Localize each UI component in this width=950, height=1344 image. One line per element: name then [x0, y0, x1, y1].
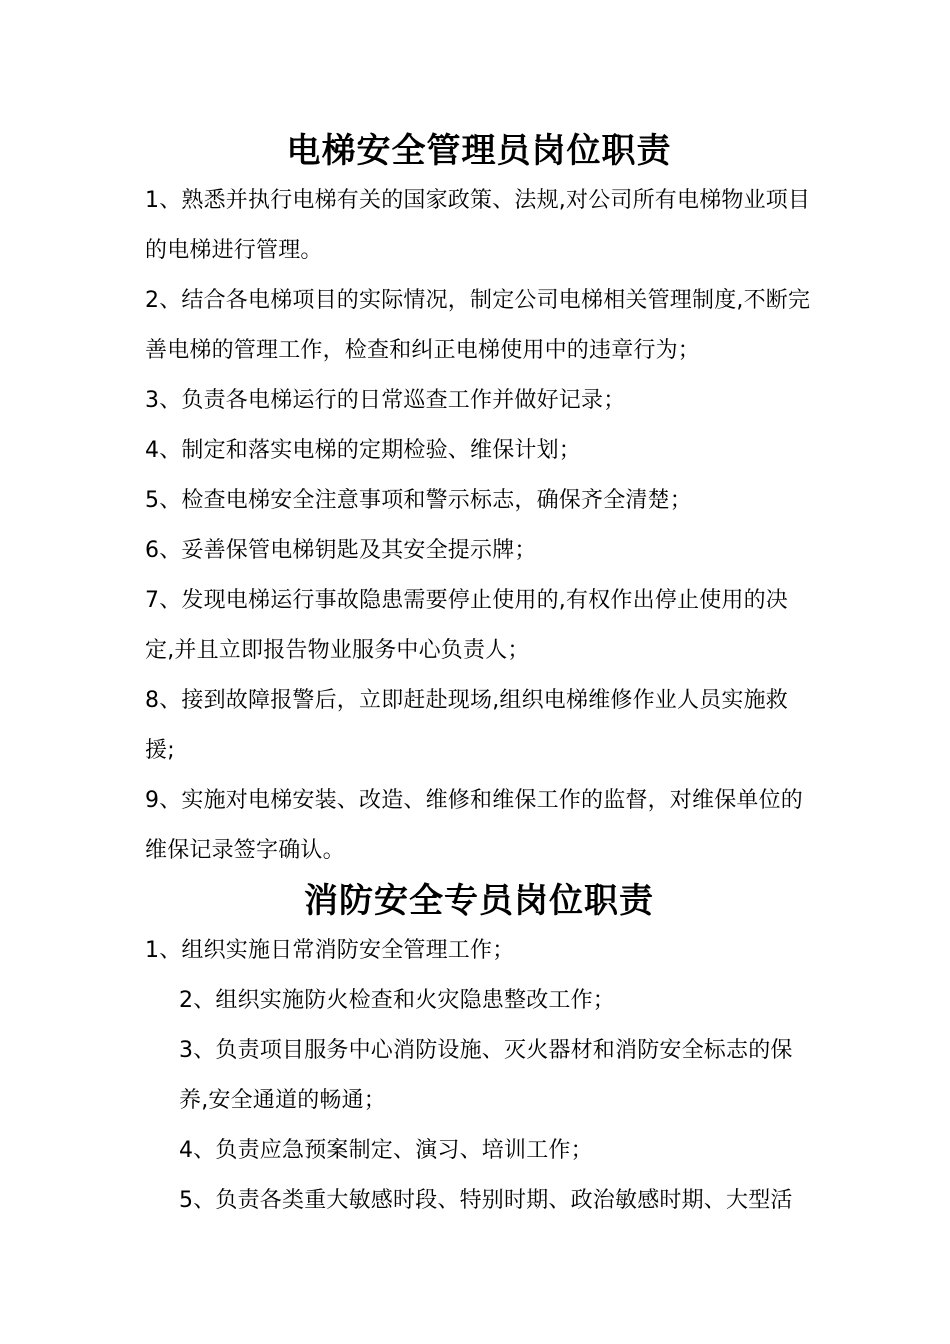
elevator-duty-item: 5、检查电梯安全注意事项和警示标志，确保齐全清楚；: [145, 488, 692, 513]
elevator-duty-item: 7、发现电梯运行事故隐患需要停止使用的,有权作出停止使用的决定,并且立即报告物业服务中心负责人；: [145, 588, 788, 663]
document-content: [145, 126, 813, 1226]
elevator-duty-item: 8、接到故障报警后，立即赶赴现场,组织电梯维修作业人员实施救援;: [145, 688, 788, 763]
elevator-duty-item: 1、熟悉并执行电梯有关的国家政策、法规,对公司所有电梯物业项目的电梯进行管理。: [145, 188, 811, 263]
section-title-fire-safety: 消防安全专员岗位职责: [304, 881, 654, 921]
fire-safety-duty-item: 5、负责各类重大敏感时段、特别时期、政治敏感时期、大型活: [179, 1188, 793, 1213]
elevator-duty-item: 3、负责各电梯运行的日常巡查工作并做好记录；: [145, 388, 626, 413]
fire-safety-duty-item: 3、负责项目服务中心消防设施、灭火器材和消防安全标志的保养,安全通道的畅通；: [179, 1038, 793, 1113]
fire-safety-duty-item: 4、负责应急预案制定、演习、培训工作；: [179, 1138, 593, 1163]
section-title-elevator: 电梯安全管理员岗位职责: [286, 131, 672, 171]
fire-safety-duties-list: [145, 926, 813, 1226]
elevator-duty-item: 9、实施对电梯安装、改造、维修和维保工作的监督，对维保单位的维保记录签字确认。: [145, 788, 803, 863]
elevator-duty-item: 4、制定和落实电梯的定期检验、维保计划；: [145, 438, 581, 463]
fire-safety-duty-item: 1、组织实施日常消防安全管理工作；: [145, 938, 515, 963]
fire-safety-duty-item: 2、组织实施防火检查和火灾隐患整改工作；: [179, 988, 615, 1013]
elevator-duties-list: [145, 176, 813, 876]
elevator-duty-item: 2、结合各电梯项目的实际情况，制定公司电梯相关管理制度,不断完善电梯的管理工作，检查和纠正电梯使用中的违章行为；: [145, 288, 811, 363]
elevator-duty-item: 6、妥善保管电梯钥匙及其安全提示牌；: [145, 538, 537, 563]
